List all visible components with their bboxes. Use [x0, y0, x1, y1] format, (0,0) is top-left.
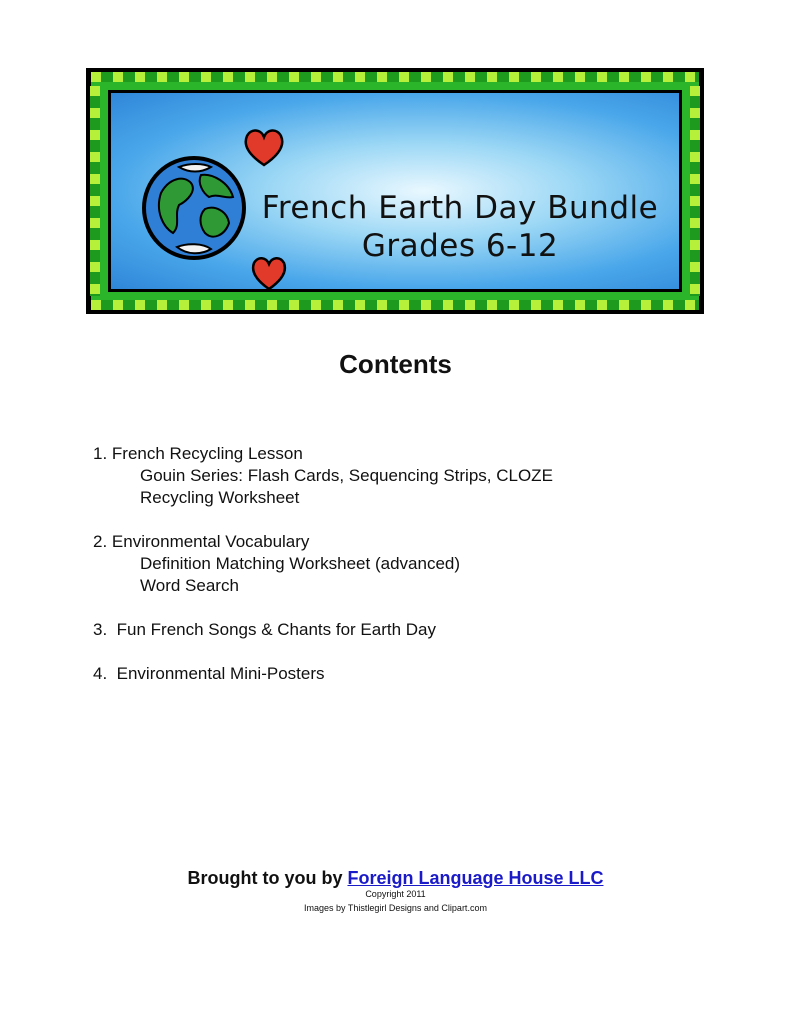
footer-prefix: Brought to you by: [187, 868, 348, 888]
earth-globe-icon: [139, 153, 249, 263]
banner-title-line1: French Earth Day Bundle: [261, 190, 659, 226]
toc-subitem: Definition Matching Worksheet (advanced): [140, 554, 461, 573]
footer-credit-line: [0, 866, 791, 890]
contents-heading: Contents: [339, 349, 452, 379]
toc-title: French Recycling Lesson: [111, 444, 303, 463]
banner-checker-bottom: [91, 300, 699, 310]
banner-checker-top: [91, 72, 699, 82]
toc-item-2: [93, 531, 553, 553]
banner-title-line2: Grades 6-12: [361, 228, 559, 264]
toc-item-1: [93, 443, 553, 465]
toc-subitem: Gouin Series: Flash Cards, Sequencing Strips, CLOZE: [140, 466, 553, 485]
title-banner: [86, 68, 704, 314]
toc-number: 3.: [93, 620, 108, 639]
toc-number: 4.: [93, 664, 108, 683]
banner-title: [241, 189, 679, 265]
toc-title: Environmental Vocabulary: [111, 532, 310, 551]
heart-icon: [241, 125, 287, 169]
toc-item-4: [93, 663, 553, 685]
toc-number: 2.: [93, 532, 108, 551]
table-of-contents: [93, 443, 553, 685]
banner-sky-panel: [108, 90, 682, 292]
copyright-text: Copyright 2011: [365, 889, 426, 899]
toc-item-3: [93, 619, 553, 641]
image-credits-text: Images by Thistlegirl Designs and Clipart.com: [304, 903, 487, 913]
foreign-language-house-link[interactable]: Foreign Language House LLC: [347, 868, 604, 888]
toc-title: Fun French Songs & Chants for Earth Day: [116, 620, 437, 639]
banner-checker-left: [90, 86, 100, 296]
toc-subitem: Word Search: [140, 576, 239, 595]
banner-checker-right: [690, 86, 700, 296]
toc-title: Environmental Mini-Posters: [116, 664, 325, 683]
toc-number: 1.: [93, 444, 108, 463]
toc-subitem: Recycling Worksheet: [140, 488, 300, 507]
